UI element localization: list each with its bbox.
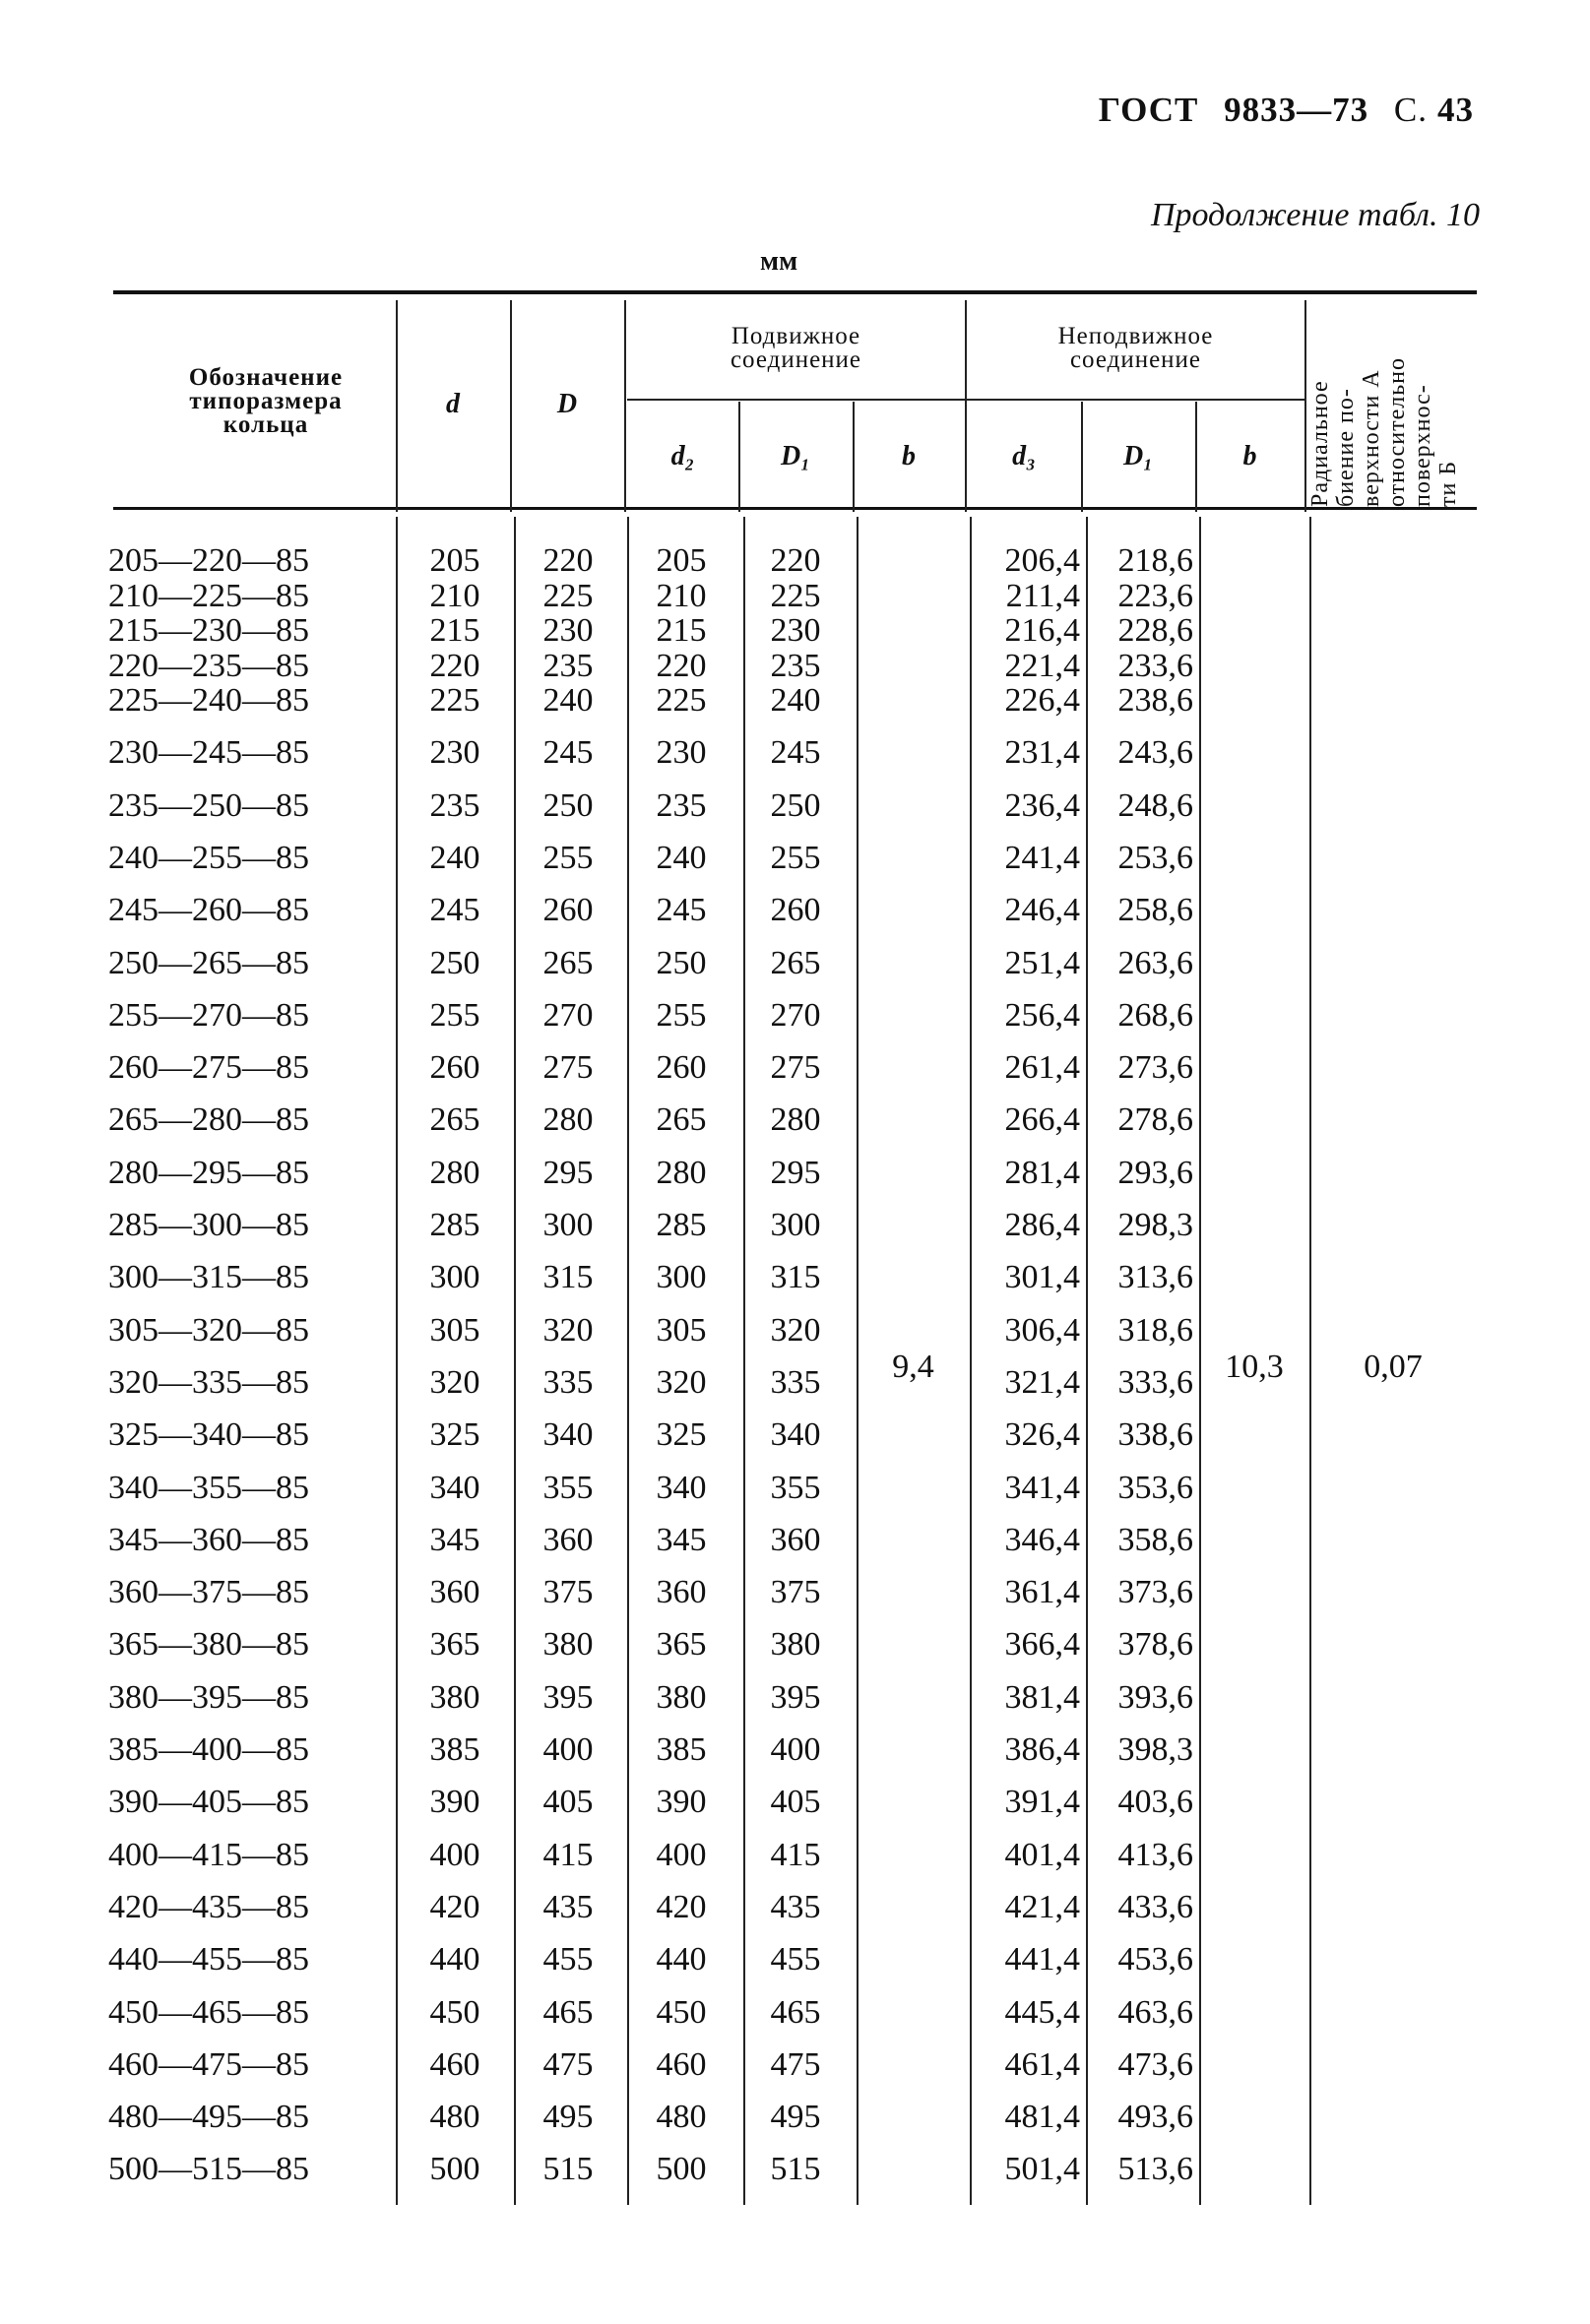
d3-cell: 221,4 [1004, 647, 1080, 684]
page-number: 43 [1437, 91, 1474, 129]
table-row [0, 2150, 1590, 2189]
table-row [0, 891, 1590, 930]
D1-fixed-cell: 378,6 [1117, 1626, 1193, 1664]
designation-cell: 220—235—85 [108, 647, 309, 684]
movable-subheader-rule [627, 399, 967, 401]
d3-cell: 251,4 [1004, 944, 1080, 981]
designation-cell: 340—355—85 [108, 1469, 309, 1506]
d3-cell: 236,4 [1004, 786, 1080, 824]
D1-cell: 495 [770, 2099, 821, 2136]
D1-cell: 275 [770, 1049, 821, 1087]
d3-cell: 421,4 [1004, 1888, 1080, 1925]
d3-cell: 461,4 [1004, 2045, 1080, 2083]
table-row [0, 1730, 1590, 1770]
D-cell: 395 [542, 1678, 594, 1716]
radial-runout-value: 0,07 [1364, 1349, 1423, 1385]
d3-cell: 341,4 [1004, 1469, 1080, 1506]
D1-fixed-cell: 353,6 [1117, 1469, 1193, 1506]
d2-cell: 250 [656, 944, 707, 981]
designation-cell: 280—295—85 [108, 1154, 309, 1191]
designation-cell: 320—335—85 [108, 1363, 309, 1401]
gost-label: ГОСТ [1098, 91, 1199, 129]
D1-cell: 400 [770, 1731, 821, 1768]
D-cell: 250 [542, 786, 594, 824]
D1-fixed-cell: 253,6 [1117, 839, 1193, 876]
d-cell: 300 [429, 1259, 480, 1296]
designation-cell: 345—360—85 [108, 1521, 309, 1558]
D1-cell: 435 [770, 1888, 821, 1925]
table-row [0, 2045, 1590, 2085]
page-label: С. [1393, 91, 1428, 129]
d-cell: 325 [429, 1416, 480, 1454]
D1-cell: 380 [770, 1626, 821, 1664]
table-row [0, 996, 1590, 1036]
d2-cell: 420 [656, 1888, 707, 1925]
D1-cell: 230 [770, 612, 821, 649]
d2-cell: 220 [656, 647, 707, 684]
header-designation: Обозначение типоразмера кольца [188, 364, 344, 438]
d-cell: 450 [429, 1993, 480, 2031]
table-continuation-caption: Продолжение табл. 10 [1150, 197, 1480, 233]
designation-cell: 210—225—85 [108, 577, 309, 614]
header-divider [1304, 300, 1306, 512]
D1-cell: 475 [770, 2045, 821, 2083]
d2-cell: 460 [656, 2045, 707, 2083]
D-cell: 375 [542, 1574, 594, 1611]
designation-cell: 240—255—85 [108, 839, 309, 876]
table-row [0, 944, 1590, 983]
d3-cell: 445,4 [1004, 1993, 1080, 2031]
D1-cell: 270 [770, 996, 821, 1034]
b-movable-value: 9,4 [892, 1349, 934, 1385]
header-divider [624, 300, 626, 512]
table-row [0, 1783, 1590, 1822]
table-top-rule [113, 290, 1477, 294]
D1-cell: 455 [770, 1941, 821, 1979]
D1-fixed-cell: 513,6 [1117, 2151, 1193, 2188]
designation-cell: 230—245—85 [108, 734, 309, 772]
d3-cell: 261,4 [1004, 1049, 1080, 1087]
table-row [0, 1206, 1590, 1245]
header-b: b [902, 441, 916, 471]
D-cell: 475 [542, 2045, 594, 2083]
D-cell: 435 [542, 1888, 594, 1925]
D-cell: 240 [542, 682, 594, 719]
table-row [0, 839, 1590, 878]
d-cell: 250 [429, 944, 480, 981]
D-cell: 300 [542, 1207, 594, 1243]
D-cell: 400 [542, 1731, 594, 1768]
d2-cell: 400 [656, 1836, 707, 1873]
D-cell: 280 [542, 1101, 594, 1139]
D1-fixed-cell: 243,6 [1117, 734, 1193, 772]
d2-cell: 210 [656, 577, 707, 614]
D1-cell: 225 [770, 577, 821, 614]
page-header [1083, 91, 1474, 130]
D-cell: 380 [542, 1626, 594, 1664]
header-D1: D₁ [781, 441, 810, 471]
D1-fixed-cell: 403,6 [1117, 1784, 1193, 1821]
D1-fixed-cell: 268,6 [1117, 996, 1193, 1034]
d-cell: 280 [429, 1154, 480, 1191]
D-cell: 415 [542, 1836, 594, 1873]
designation-cell: 460—475—85 [108, 2045, 309, 2083]
D-cell: 515 [542, 2151, 594, 2188]
d-cell: 480 [429, 2099, 480, 2136]
header-fixed-connection: Неподвижное соединение [1057, 323, 1214, 373]
D1-cell: 250 [770, 786, 821, 824]
designation-cell: 260—275—85 [108, 1049, 309, 1087]
header-d3: d₃ [1012, 441, 1036, 471]
d-cell: 460 [429, 2045, 480, 2083]
header-movable-connection: Подвижное соединение [730, 323, 862, 373]
D1-cell: 260 [770, 892, 821, 929]
d3-cell: 321,4 [1004, 1363, 1080, 1401]
D1-cell: 245 [770, 734, 821, 772]
D1-cell: 405 [770, 1784, 821, 1821]
d3-cell: 246,4 [1004, 892, 1080, 929]
designation-cell: 235—250—85 [108, 786, 309, 824]
d3-cell: 381,4 [1004, 1678, 1080, 1716]
d2-cell: 325 [656, 1416, 707, 1454]
table-header-bottom-rule [113, 507, 1477, 510]
D-cell: 230 [542, 612, 594, 649]
header-radial-runout: Радиальное биение по- верхности А относительно поверхнос- ти Б [1307, 356, 1461, 507]
designation-cell: 380—395—85 [108, 1678, 309, 1716]
D-cell: 405 [542, 1784, 594, 1821]
designation-cell: 245—260—85 [108, 892, 309, 929]
D-cell: 335 [542, 1363, 594, 1401]
d-cell: 420 [429, 1888, 480, 1925]
d-cell: 320 [429, 1363, 480, 1401]
d3-cell: 481,4 [1004, 2099, 1080, 2136]
D-cell: 265 [542, 944, 594, 981]
D1-cell: 320 [770, 1311, 821, 1349]
d2-cell: 300 [656, 1259, 707, 1296]
d-cell: 305 [429, 1311, 480, 1349]
d3-cell: 266,4 [1004, 1101, 1080, 1139]
designation-cell: 285—300—85 [108, 1207, 309, 1243]
d2-cell: 340 [656, 1469, 707, 1506]
d3-cell: 301,4 [1004, 1259, 1080, 1296]
d-cell: 215 [429, 612, 480, 649]
D1-fixed-cell: 273,6 [1117, 1049, 1193, 1087]
d-cell: 210 [429, 577, 480, 614]
d3-cell: 366,4 [1004, 1626, 1080, 1664]
d-cell: 255 [429, 996, 480, 1034]
d3-cell: 501,4 [1004, 2151, 1080, 2188]
table-row [0, 1363, 1590, 1403]
D1-cell: 280 [770, 1101, 821, 1139]
designation-cell: 325—340—85 [108, 1416, 309, 1454]
D1-fixed-cell: 358,6 [1117, 1521, 1193, 1558]
D1-cell: 255 [770, 839, 821, 876]
d-cell: 230 [429, 734, 480, 772]
d2-cell: 385 [656, 1731, 707, 1768]
d-cell: 265 [429, 1101, 480, 1139]
table-row [0, 1625, 1590, 1664]
D1-cell: 295 [770, 1154, 821, 1191]
table-row [0, 1100, 1590, 1140]
d2-cell: 280 [656, 1154, 707, 1191]
d2-cell: 365 [656, 1626, 707, 1664]
table-row [0, 647, 1590, 686]
D-cell: 340 [542, 1416, 594, 1454]
D1-cell: 340 [770, 1416, 821, 1454]
table-row [0, 1258, 1590, 1297]
designation-cell: 360—375—85 [108, 1574, 309, 1611]
designation-cell: 420—435—85 [108, 1888, 309, 1925]
table-row [0, 1993, 1590, 2033]
designation-cell: 400—415—85 [108, 1836, 309, 1873]
units-label: мм [760, 246, 798, 277]
d2-cell: 345 [656, 1521, 707, 1558]
d3-cell: 441,4 [1004, 1941, 1080, 1979]
D1-cell: 360 [770, 1521, 821, 1558]
table-row [0, 541, 1590, 581]
d-cell: 400 [429, 1836, 480, 1873]
d-cell: 220 [429, 647, 480, 684]
D-cell: 225 [542, 577, 594, 614]
designation-cell: 480—495—85 [108, 2099, 309, 2136]
d2-cell: 245 [656, 892, 707, 929]
d2-cell: 265 [656, 1101, 707, 1139]
table-row [0, 1678, 1590, 1718]
d3-cell: 241,4 [1004, 839, 1080, 876]
d3-cell: 326,4 [1004, 1416, 1080, 1454]
table-row [0, 577, 1590, 616]
d2-cell: 390 [656, 1784, 707, 1821]
D1-cell: 375 [770, 1574, 821, 1611]
table-row [0, 1888, 1590, 1927]
D-cell: 245 [542, 734, 594, 772]
D1-fixed-cell: 333,6 [1117, 1363, 1193, 1401]
table-row [0, 681, 1590, 721]
table-row [0, 1836, 1590, 1875]
d-cell: 500 [429, 2151, 480, 2188]
table-row [0, 2098, 1590, 2137]
D1-fixed-cell: 463,6 [1117, 1993, 1193, 2031]
D-cell: 270 [542, 996, 594, 1034]
table-row [0, 1154, 1590, 1193]
D1-fixed-cell: 373,6 [1117, 1574, 1193, 1611]
d-cell: 360 [429, 1574, 480, 1611]
d2-cell: 215 [656, 612, 707, 649]
table-row [0, 1469, 1590, 1508]
D1-cell: 300 [770, 1207, 821, 1243]
b-fixed-value: 10,3 [1225, 1349, 1284, 1385]
D1-cell: 240 [770, 682, 821, 719]
D-cell: 465 [542, 1993, 594, 2031]
table-row [0, 1048, 1590, 1088]
D1-cell: 355 [770, 1469, 821, 1506]
D1-fixed-cell: 398,3 [1117, 1731, 1193, 1768]
d2-cell: 255 [656, 996, 707, 1034]
D1-cell: 335 [770, 1363, 821, 1401]
D-cell: 275 [542, 1049, 594, 1087]
D1-cell: 235 [770, 647, 821, 684]
designation-cell: 255—270—85 [108, 996, 309, 1034]
d3-cell: 346,4 [1004, 1521, 1080, 1558]
D1-cell: 220 [770, 542, 821, 579]
D1-fixed-cell: 248,6 [1117, 786, 1193, 824]
D1-fixed-cell: 228,6 [1117, 612, 1193, 649]
d3-cell: 361,4 [1004, 1574, 1080, 1611]
d-cell: 285 [429, 1207, 480, 1243]
D1-fixed-cell: 263,6 [1117, 944, 1193, 981]
d-cell: 245 [429, 892, 480, 929]
d3-cell: 216,4 [1004, 612, 1080, 649]
table-row [0, 1311, 1590, 1350]
D-cell: 260 [542, 892, 594, 929]
d2-cell: 235 [656, 786, 707, 824]
D-cell: 255 [542, 839, 594, 876]
d3-cell: 401,4 [1004, 1836, 1080, 1873]
designation-cell: 500—515—85 [108, 2151, 309, 2188]
D1-fixed-cell: 233,6 [1117, 647, 1193, 684]
d3-cell: 306,4 [1004, 1311, 1080, 1349]
d3-cell: 281,4 [1004, 1154, 1080, 1191]
d3-cell: 286,4 [1004, 1207, 1080, 1243]
d2-cell: 230 [656, 734, 707, 772]
header-d2: d₂ [670, 441, 695, 471]
D1-fixed-cell: 318,6 [1117, 1311, 1193, 1349]
designation-cell: 390—405—85 [108, 1784, 309, 1821]
fixed-subheader-rule [967, 399, 1306, 401]
designation-cell: 225—240—85 [108, 682, 309, 719]
D1-fixed-cell: 298,3 [1117, 1207, 1193, 1243]
D1-fixed-cell: 278,6 [1117, 1101, 1193, 1139]
d-cell: 365 [429, 1626, 480, 1664]
D-cell: 315 [542, 1259, 594, 1296]
D-cell: 320 [542, 1311, 594, 1349]
D-cell: 235 [542, 647, 594, 684]
d3-cell: 256,4 [1004, 996, 1080, 1034]
header-b-fixed: b [1242, 441, 1257, 471]
d2-cell: 205 [656, 542, 707, 579]
designation-cell: 300—315—85 [108, 1259, 309, 1296]
d2-cell: 450 [656, 1993, 707, 2031]
designation-cell: 450—465—85 [108, 1993, 309, 2031]
D1-fixed-cell: 293,6 [1117, 1154, 1193, 1191]
d-cell: 340 [429, 1469, 480, 1506]
D1-cell: 265 [770, 944, 821, 981]
d3-cell: 211,4 [1005, 577, 1080, 614]
D1-fixed-cell: 453,6 [1117, 1941, 1193, 1979]
d2-cell: 320 [656, 1363, 707, 1401]
D-cell: 360 [542, 1521, 594, 1558]
designation-cell: 365—380—85 [108, 1626, 309, 1664]
d3-cell: 206,4 [1004, 542, 1080, 579]
D1-fixed-cell: 238,6 [1117, 682, 1193, 719]
d-cell: 345 [429, 1521, 480, 1558]
d-cell: 385 [429, 1731, 480, 1768]
D1-fixed-cell: 413,6 [1117, 1836, 1193, 1873]
D-cell: 495 [542, 2099, 594, 2136]
D1-fixed-cell: 218,6 [1117, 542, 1193, 579]
header-d: d [446, 389, 460, 419]
D1-fixed-cell: 433,6 [1117, 1888, 1193, 1925]
table-row [0, 611, 1590, 651]
designation-cell: 205—220—85 [108, 542, 309, 579]
d2-cell: 500 [656, 2151, 707, 2188]
d2-cell: 305 [656, 1311, 707, 1349]
d2-cell: 285 [656, 1207, 707, 1243]
D1-cell: 395 [770, 1678, 821, 1716]
table-row [0, 786, 1590, 826]
d3-cell: 231,4 [1004, 734, 1080, 772]
table-row [0, 1573, 1590, 1612]
d2-cell: 260 [656, 1049, 707, 1087]
d-cell: 240 [429, 839, 480, 876]
D1-fixed-cell: 258,6 [1117, 892, 1193, 929]
d2-cell: 360 [656, 1574, 707, 1611]
d-cell: 390 [429, 1784, 480, 1821]
D1-fixed-cell: 473,6 [1117, 2045, 1193, 2083]
d2-cell: 240 [656, 839, 707, 876]
header-D: D [556, 389, 578, 419]
D1-cell: 515 [770, 2151, 821, 2188]
gost-number: 9833—73 [1224, 91, 1369, 129]
d2-cell: 225 [656, 682, 707, 719]
table-row [0, 1415, 1590, 1455]
d3-cell: 386,4 [1004, 1731, 1080, 1768]
d-cell: 380 [429, 1678, 480, 1716]
designation-cell: 265—280—85 [108, 1101, 309, 1139]
D1-fixed-cell: 313,6 [1117, 1259, 1193, 1296]
designation-cell: 305—320—85 [108, 1311, 309, 1349]
D-cell: 355 [542, 1469, 594, 1506]
table-row [0, 1521, 1590, 1560]
d-cell: 440 [429, 1941, 480, 1979]
d-cell: 235 [429, 786, 480, 824]
d-cell: 225 [429, 682, 480, 719]
designation-cell: 250—265—85 [108, 944, 309, 981]
D1-fixed-cell: 393,6 [1117, 1678, 1193, 1716]
D1-cell: 415 [770, 1836, 821, 1873]
designation-cell: 215—230—85 [108, 612, 309, 649]
d2-cell: 480 [656, 2099, 707, 2136]
D1-fixed-cell: 338,6 [1117, 1416, 1193, 1454]
D-cell: 295 [542, 1154, 594, 1191]
designation-cell: 385—400—85 [108, 1731, 309, 1768]
table-row [0, 1940, 1590, 1979]
d-cell: 260 [429, 1049, 480, 1087]
designation-cell: 440—455—85 [108, 1941, 309, 1979]
d2-cell: 440 [656, 1941, 707, 1979]
D1-cell: 465 [770, 1993, 821, 2031]
d3-cell: 391,4 [1004, 1784, 1080, 1821]
d2-cell: 380 [656, 1678, 707, 1716]
d3-cell: 226,4 [1004, 682, 1080, 719]
header-D1-fixed: D₁ [1123, 441, 1153, 471]
D1-fixed-cell: 223,6 [1117, 577, 1193, 614]
table-row [0, 733, 1590, 773]
D1-cell: 315 [770, 1259, 821, 1296]
d-cell: 205 [429, 542, 480, 579]
D1-fixed-cell: 493,6 [1117, 2099, 1193, 2136]
D-cell: 220 [542, 542, 594, 579]
D-cell: 455 [542, 1941, 594, 1979]
